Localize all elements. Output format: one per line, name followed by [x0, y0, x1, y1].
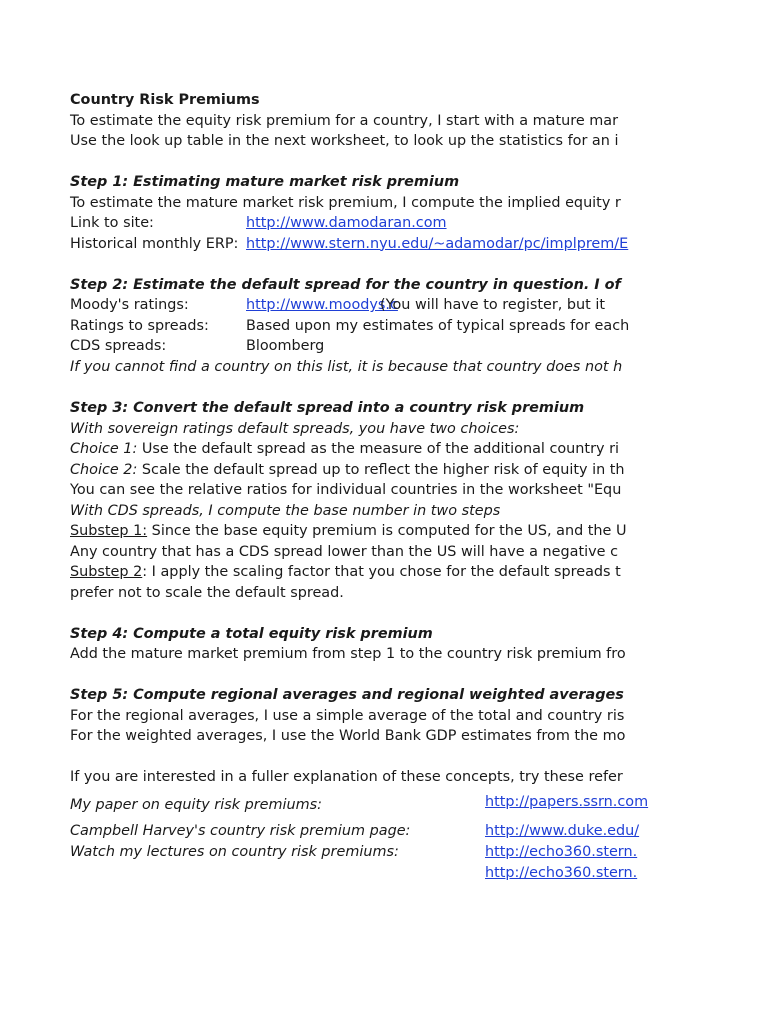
reference-label: Campbell Harvey's country risk premium page:: [70, 823, 411, 839]
step2-heading: Step 2: Estimate the default spread for the country in question. I of: [70, 276, 621, 293]
step3-heading: Step 3: Convert the default spread into a country risk premium: [70, 400, 585, 416]
negative-text: Any country that has a CDS spread lower than the US will have a negative c: [70, 543, 618, 560]
ratios-text: You can see the relative ratios for individual countries in the worksheet "Equ: [70, 482, 622, 498]
reference-row: [70, 821, 640, 841]
cds-note: With CDS spreads, I compute the base number in two steps: [70, 502, 501, 519]
erp-link[interactable]: http://www.stern.nyu.edu/~adamodar/pc/implprem/E: [246, 235, 629, 252]
moodys-note: (You will have to register, but it: [380, 297, 605, 313]
ratings-text: Based upon my estimates of typical spreads for each: [246, 317, 630, 334]
reference-row: [70, 794, 649, 815]
step5-heading: Step 5: Compute regional averages and regional weighted averages: [70, 687, 624, 703]
ratings-label: Ratings to spreads:: [70, 317, 209, 334]
ssrn-link[interactable]: http://papers.ssrn.com: [485, 794, 649, 810]
link-label: Link to site:: [70, 215, 154, 231]
substep1-row: [70, 521, 627, 541]
intro-line-2: Use the look up table in the next worksheet, to look up the statistics for an i: [70, 133, 619, 149]
substep1-label: Substep 1:: [70, 523, 148, 539]
substep2-text: : I apply the scaling factor that you chose for the default spreads t: [142, 564, 621, 580]
erp-row: [70, 234, 629, 254]
substep2-label: Substep 2: [70, 564, 143, 580]
reference-label: My paper on equity risk premiums:: [70, 797, 323, 813]
step5-text-1: For the regional averages, I use a simple average of the total and country ris: [70, 707, 625, 724]
cds-text: Bloomberg: [246, 338, 325, 354]
choice1-label: Choice 1:: [70, 441, 138, 457]
duke-link[interactable]: http://www.duke.edu/: [485, 823, 640, 839]
substep1-text: Since the base equity premium is computed for the US, and the U: [147, 523, 627, 539]
choice1-row: [70, 439, 619, 459]
page-title: Country Risk Premiums: [70, 92, 260, 108]
choice2-label: Choice 2:: [70, 461, 138, 478]
echo360-link-2[interactable]: http://echo360.stern.: [485, 865, 638, 881]
substep2-row: [70, 562, 621, 582]
intro-line-1: To estimate the equity risk premium for a country, I start with a mature mar: [70, 112, 619, 129]
sovereign-note: With sovereign ratings default spreads, you have two choices:: [70, 420, 520, 437]
prefer-text: prefer not to scale the default spread.: [70, 584, 344, 601]
damodaran-link[interactable]: http://www.damodaran.com: [246, 215, 447, 231]
ratings-row: [70, 316, 630, 336]
moodys-link[interactable]: http://www.moodys.c: [246, 297, 398, 313]
step2-note: If you cannot find a country on this list, it is because that country does not h: [70, 358, 623, 375]
cds-label: CDS spreads:: [70, 338, 167, 354]
references-intro: If you are interested in a fuller explanation of these concepts, try these refer: [70, 769, 623, 785]
choice1-text: Use the default spread as the measure of the additional country ri: [137, 441, 619, 457]
step4-text: Add the mature market premium from step 1 to the country risk premium fro: [70, 646, 626, 662]
moodys-label: Moody's ratings:: [70, 297, 189, 313]
step4-heading: Step 4: Compute a total equity risk premium: [70, 625, 433, 642]
choice2-row: [70, 460, 625, 480]
reference-row: [70, 842, 638, 862]
step1-heading: Step 1: Estimating mature market risk premium: [70, 174, 460, 190]
spreadsheet-sheet: [70, 90, 649, 890]
step5-text-2: For the weighted averages, I use the World Bank GDP estimates from the mo: [70, 728, 626, 744]
moodys-row: [70, 295, 605, 315]
link-row: [70, 213, 447, 233]
erp-label: Historical monthly ERP:: [70, 235, 239, 252]
cds-row: [70, 336, 325, 356]
step1-text: To estimate the mature market risk premium, I compute the implied equity r: [70, 194, 621, 211]
echo360-link[interactable]: http://echo360.stern.: [485, 844, 638, 860]
choice2-text: Scale the default spread up to reflect the higher risk of equity in th: [137, 461, 625, 478]
reference-label: Watch my lectures on country risk premiums:: [70, 844, 399, 860]
